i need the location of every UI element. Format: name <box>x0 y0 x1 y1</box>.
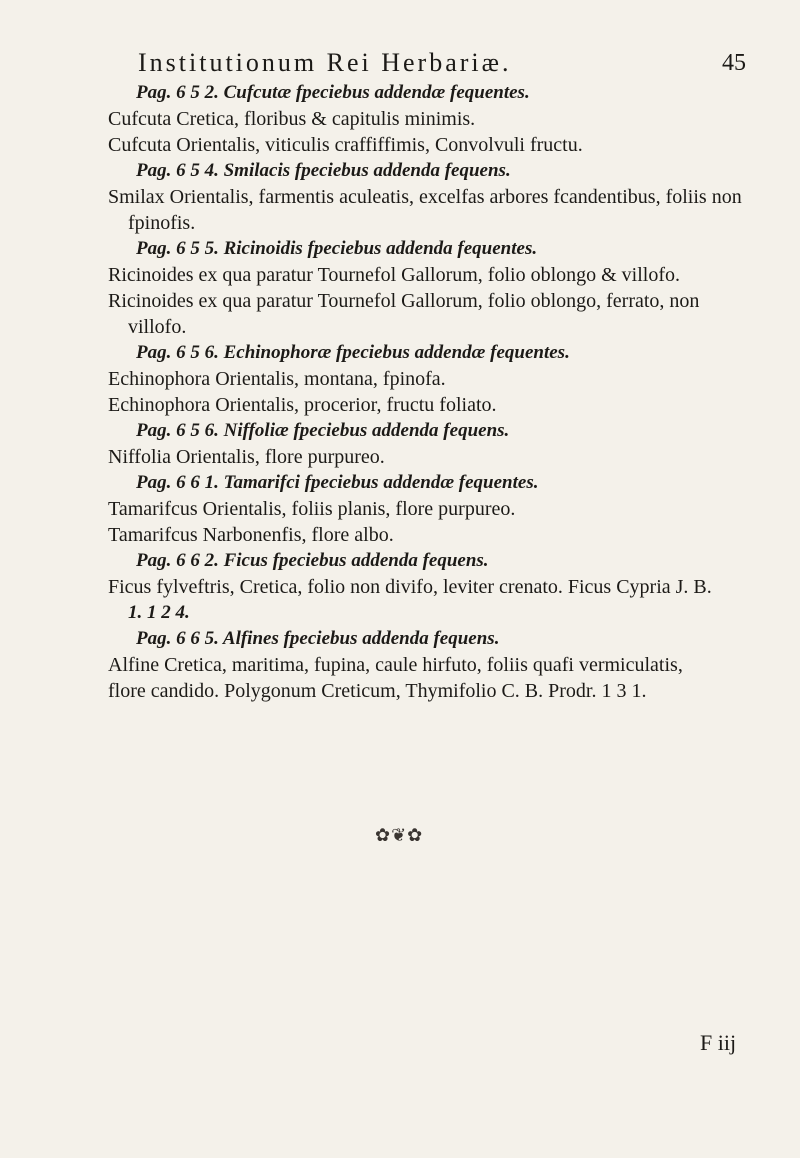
text-line: Echinophora Orientalis, montana, fpinofa. <box>108 368 446 390</box>
text-line: Pag. 6 6 1. Tamarifci fpeciebus addendæ fequentes. <box>136 472 539 493</box>
text-line: Pag. 6 5 2. Cufcutæ fpeciebus addendæ fequentes. <box>136 82 530 103</box>
text-line: Alfine Cretica, maritima, fupina, caule hirfuto, foliis quafi vermiculatis, <box>108 654 683 676</box>
text-line: villofo. <box>128 316 187 338</box>
text-line: Cufcuta Orientalis, viticulis craffiffimis, Convolvuli fructu. <box>108 134 583 156</box>
text-line: Tamarifcus Narbonenfis, flore albo. <box>108 524 394 546</box>
text-line: flore candido. Polygonum Creticum, Thymifolio C. B. Prodr. 1 3 1. <box>108 680 647 702</box>
text-line: Tamarifcus Orientalis, foliis planis, flore purpureo. <box>108 498 516 520</box>
text-line: 1. 1 2 4. <box>128 602 190 623</box>
text-line: Pag. 6 6 2. Ficus fpeciebus addenda fequens. <box>136 550 489 571</box>
text-line: Echinophora Orientalis, procerior, fructu foliato. <box>108 394 497 416</box>
text-line: Ricinoides ex qua paratur Tournefol Gallorum, folio oblongo, ferrato, non <box>108 290 700 312</box>
text-block <box>108 80 773 704</box>
text-line: fpinofis. <box>128 212 196 234</box>
text-line: Ficus fylveftris, Cretica, folio non divifo, leviter crenato. Ficus Cypria J. B. <box>108 576 712 598</box>
text-line: Niffolia Orientalis, flore purpureo. <box>108 446 385 468</box>
signature-mark: F iij <box>700 1030 737 1055</box>
printers-ornament: ✿❦✿ <box>375 825 424 845</box>
text-line: Smilax Orientalis, farmentis aculeatis, excelfas arbores fcandentibus, foliis non <box>108 186 742 208</box>
page-number: 45 <box>722 50 746 76</box>
text-line: Pag. 6 5 6. Echinophoræ fpeciebus addendæ fequentes. <box>136 342 570 363</box>
text-line: Pag. 6 6 5. Alfines fpeciebus addenda fequens. <box>136 628 500 649</box>
running-title: Institutionum Rei Herbariæ. <box>138 48 512 77</box>
text-line: Pag. 6 5 5. Ricinoidis fpeciebus addenda fequentes. <box>136 238 538 259</box>
text-line: Pag. 6 5 6. Niffoliæ fpeciebus addenda fequens. <box>136 420 510 441</box>
text-line: Ricinoides ex qua paratur Tournefol Gallorum, folio oblongo & villofo. <box>108 264 681 286</box>
text-line: Cufcuta Cretica, floribus & capitulis minimis. <box>108 108 476 130</box>
text-line: Pag. 6 5 4. Smilacis fpeciebus addenda fequens. <box>136 160 511 181</box>
